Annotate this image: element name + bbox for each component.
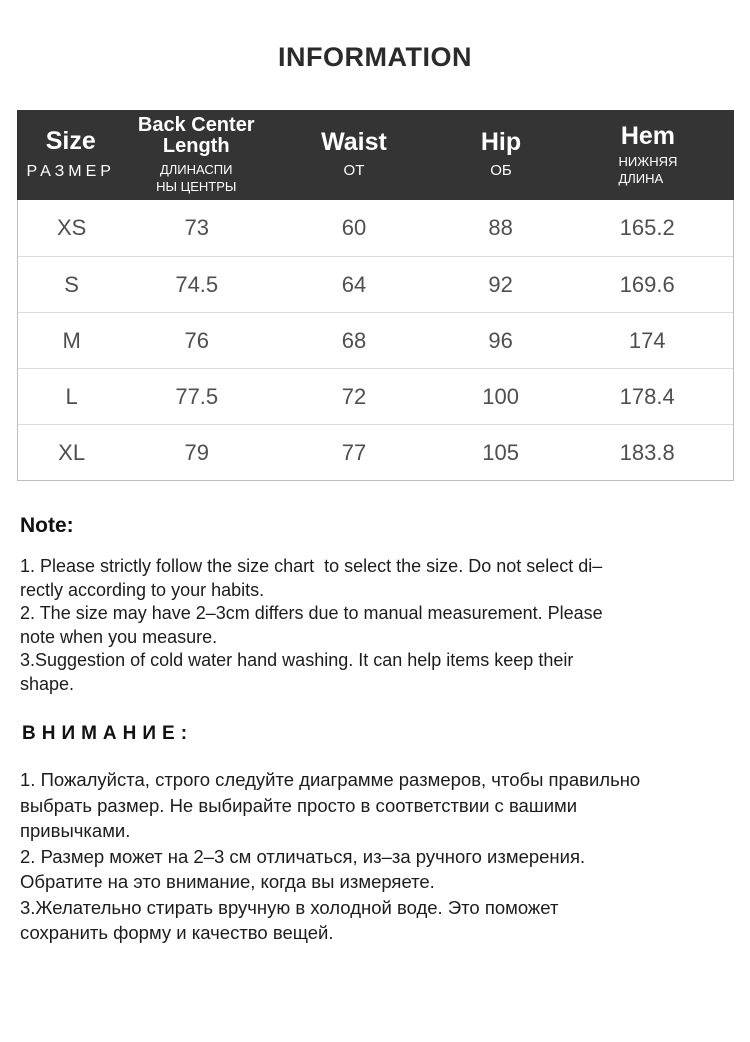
header-label-ru: ОБ (490, 162, 512, 180)
header-label-en: Hip (480, 128, 522, 156)
value-cell: 178.4 (619, 383, 675, 409)
value-cell: 169.6 (619, 271, 675, 297)
size-table (17, 110, 734, 481)
header-label-ru-line: ДЛИНА (618, 170, 664, 186)
value-cell: 174 (628, 327, 666, 353)
note-line: 2. The size may have 2–3cm differs due to manual measurement. Please (20, 603, 603, 623)
header-label-ru (156, 162, 236, 195)
value-cell: 92 (488, 271, 513, 297)
value-cell: 88 (488, 215, 513, 240)
column-header-waist (268, 110, 440, 200)
attention-line: привычками. (20, 820, 131, 841)
size-cell: S (64, 271, 79, 297)
table-row-l (18, 368, 733, 424)
attention-line: сохранить форму и качество вещей. (20, 922, 334, 943)
attention-heading: ВНИМАНИЕ: (22, 723, 194, 744)
table-row-m (18, 312, 733, 368)
size-chart-page (0, 42, 750, 1042)
table-row-xs (18, 200, 733, 256)
value-cell: 72 (341, 383, 367, 409)
column-header-hem (562, 110, 734, 200)
size-cell: XS (56, 215, 87, 240)
header-label-en: Waist (321, 128, 387, 156)
value-cell: 100 (482, 383, 519, 409)
size-cell: L (65, 383, 78, 409)
value-cell: 165.2 (619, 215, 675, 240)
value-cell: 77.5 (175, 383, 219, 409)
table-body (17, 200, 734, 481)
header-label-en: Hem (620, 122, 676, 151)
value-cell: 68 (341, 327, 367, 353)
column-header-size (17, 110, 125, 200)
attention-line: выбрать размер. Не выбирайте просто в соответствии с вашими (20, 794, 578, 816)
note-line: note when you measure. (20, 626, 218, 647)
value-cell: 73 (184, 215, 209, 240)
note-line: rectly according to your habits. (20, 579, 265, 600)
value-cell: 60 (341, 215, 367, 240)
header-label-ru-line: НИЖНЯЯ (618, 154, 678, 170)
value-cell: 64 (341, 271, 367, 297)
note-line: 1. Please strictly follow the size chart to select the size. Do not select di– (20, 556, 603, 576)
value-cell: 74.5 (175, 271, 219, 297)
table-header (17, 110, 734, 200)
header-label-en: Back Center Length (137, 114, 255, 158)
note-text-en (20, 555, 736, 696)
attention-line: 1. Пожалуйста, строго следуйте диаграмме размеров, чтобы правильно (20, 769, 641, 790)
size-cell: M (62, 327, 81, 353)
header-label-ru-line: НЫ ЦЕНТРЫ (156, 178, 237, 194)
value-cell: 105 (482, 439, 519, 465)
note-text-ru (20, 767, 736, 946)
value-cell: 79 (184, 439, 209, 465)
value-cell: 76 (184, 327, 209, 353)
note-heading: Note: (20, 514, 74, 537)
header-label-en: Size (45, 127, 96, 156)
attention-line: 2. Размер может на 2–3 см отличаться, из–за ручного измерения. (20, 845, 586, 867)
header-label-ru (618, 154, 677, 187)
value-cell: 183.8 (619, 439, 675, 465)
value-cell: 77 (341, 439, 367, 465)
header-label-ru: ОТ (343, 162, 365, 180)
attention-line: Обратите на это внимание, когда вы измеряете. (20, 871, 435, 892)
header-label-ru: РАЗМЕР (26, 162, 115, 180)
table-row-s (18, 256, 733, 312)
header-label-ru-line: ДЛИНАСПИ (159, 162, 233, 178)
note-line: 3.Suggestion of cold water hand washing. It can help items keep their (20, 650, 574, 670)
size-cell: XL (58, 439, 86, 465)
value-cell: 96 (488, 327, 513, 353)
note-line: shape. (20, 673, 75, 694)
table-row-xl (18, 424, 733, 480)
page-title: INFORMATION (278, 42, 472, 72)
attention-line: 3.Желательно стирать вручную в холодной воде. Это поможет (20, 896, 559, 918)
column-header-hip (440, 110, 562, 200)
column-header-back-center-length (125, 110, 268, 200)
